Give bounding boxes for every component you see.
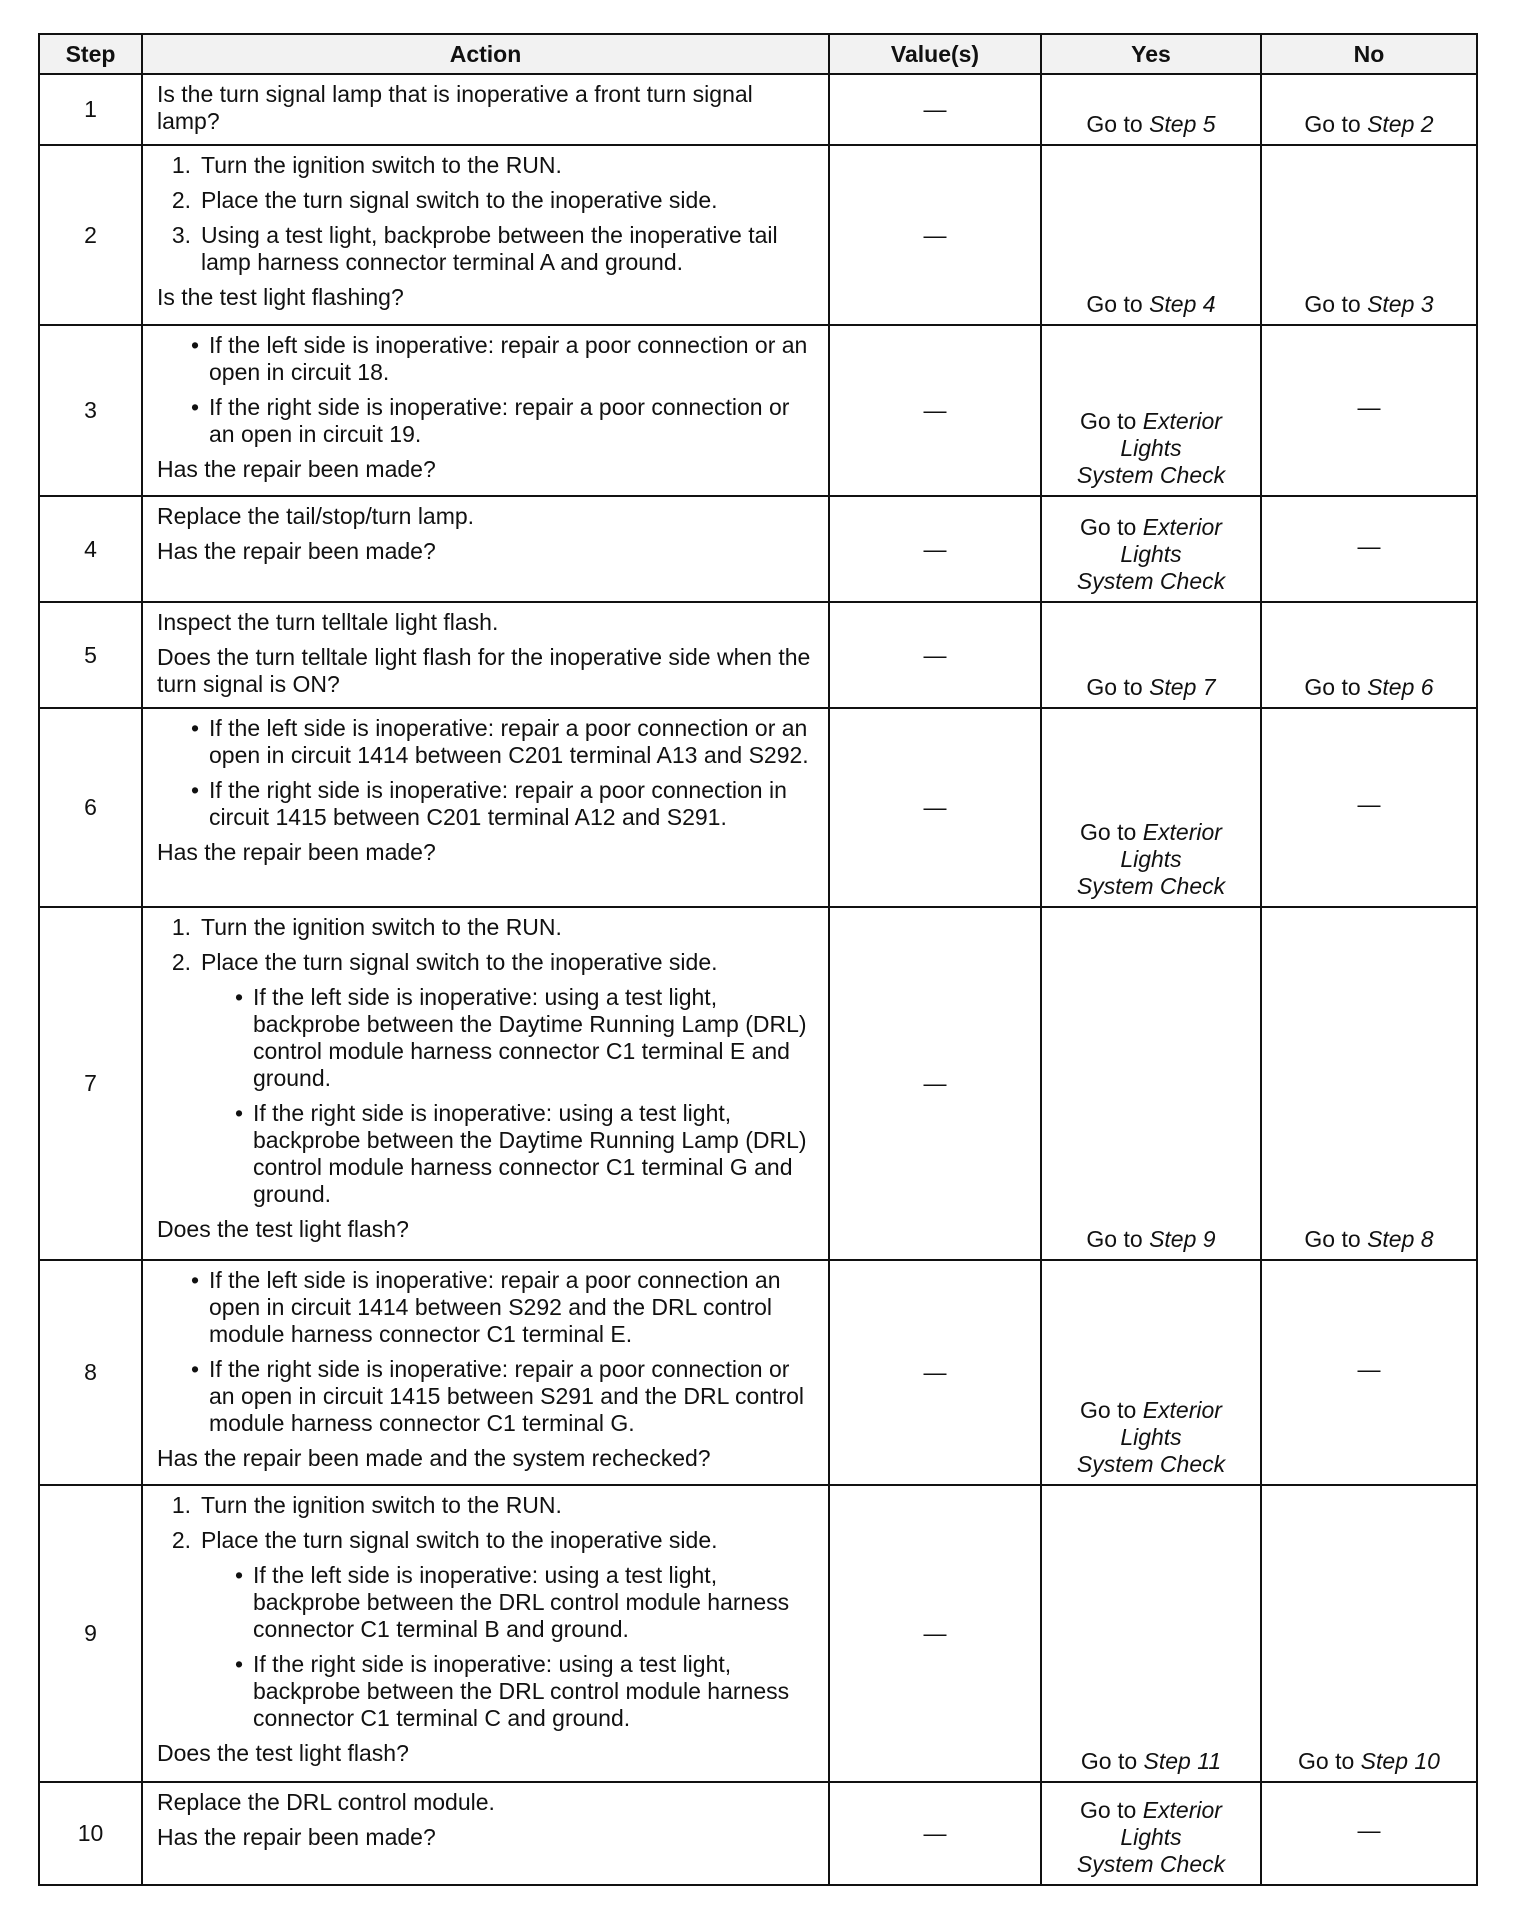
yes-cell xyxy=(1041,708,1261,907)
no-cell xyxy=(1261,325,1477,496)
goto-target: Lights xyxy=(1120,1824,1182,1850)
goto-target: Step 6 xyxy=(1367,674,1434,700)
goto-prefix: Go to xyxy=(1304,674,1368,700)
step-number: 8 xyxy=(39,1260,142,1485)
yes-goto xyxy=(1042,1397,1260,1478)
item-text: Turn the ignition switch to the RUN. xyxy=(201,1492,562,1518)
action-cell xyxy=(142,74,829,145)
goto-target: Exterior xyxy=(1142,819,1222,845)
step-number: 9 xyxy=(39,1485,142,1782)
goto-prefix: Go to xyxy=(1080,1397,1143,1423)
action-cell xyxy=(142,1260,829,1485)
yes-goto xyxy=(1042,111,1260,138)
goto-prefix: Go to xyxy=(1080,408,1143,434)
value-cell: — xyxy=(829,145,1041,325)
bullet-icon: • xyxy=(190,1267,199,1293)
item-text: Turn the ignition switch to the RUN. xyxy=(201,152,562,178)
action-cell xyxy=(142,907,829,1260)
no-goto xyxy=(1262,1748,1476,1775)
no-cell xyxy=(1261,496,1477,602)
bullet-text: If the left side is inoperative: using a test light, backprobe between the Daytime Running Lamp (DRL) control module harness connector C1 terminal E and ground. xyxy=(253,984,807,1091)
step-number: 3 xyxy=(39,325,142,496)
action-question: Is the test light flashing? xyxy=(157,284,404,310)
value-cell: — xyxy=(829,708,1041,907)
goto-line xyxy=(1042,1797,1260,1824)
yes-goto xyxy=(1042,291,1260,318)
item-text: Place the turn signal switch to the inoperative side. xyxy=(201,949,718,975)
bullet-icon: • xyxy=(190,715,199,741)
diagnostic-table xyxy=(38,33,1478,1886)
bullet-text: If the right side is inoperative: repair a poor connection or an open in circuit 1415 between S291 and the DRL control module harness connector C1 terminal G. xyxy=(209,1356,804,1436)
step-number: 6 xyxy=(39,708,142,907)
goto-target: Step 2 xyxy=(1367,111,1434,137)
value-cell: — xyxy=(829,74,1041,145)
no-goto xyxy=(1262,111,1476,138)
bullet-text: If the right side is inoperative: using a test light, backprobe between the Daytime Running Lamp (DRL) control module harness connector C1 terminal G and ground. xyxy=(253,1100,807,1207)
action-cell xyxy=(142,708,829,907)
action-line: Does the turn telltale light flash for the inoperative side when the turn signal is ON? xyxy=(157,644,811,697)
yes-goto xyxy=(1042,1226,1260,1253)
step-number: 4 xyxy=(39,496,142,602)
goto-prefix: Go to xyxy=(1304,111,1368,137)
action-question: Has the repair been made? xyxy=(157,839,436,865)
table-row xyxy=(39,708,1477,907)
item-number: 3. xyxy=(171,222,191,248)
table-row xyxy=(39,602,1477,708)
goto-line xyxy=(1042,514,1260,541)
no-goto xyxy=(1262,674,1476,701)
value-cell: — xyxy=(829,907,1041,1260)
value-cell: — xyxy=(829,325,1041,496)
goto-target: System Check xyxy=(1076,462,1226,488)
goto-prefix: Go to xyxy=(1086,111,1150,137)
goto-target: Step 7 xyxy=(1149,674,1216,700)
table-row xyxy=(39,74,1477,145)
yes-cell xyxy=(1041,325,1261,496)
header-values: Value(s) xyxy=(829,34,1041,74)
value-cell: — xyxy=(829,1485,1041,1782)
goto-target: Step 9 xyxy=(1149,1226,1216,1252)
item-number: 1. xyxy=(171,152,191,178)
action-cell xyxy=(142,1782,829,1885)
item-number: 1. xyxy=(171,914,191,940)
yes-goto xyxy=(1042,1797,1260,1878)
no-dash: — xyxy=(1357,532,1381,559)
sub-bullet-item xyxy=(157,1562,818,1643)
numbered-item xyxy=(157,1492,818,1519)
bullet-item xyxy=(157,1356,818,1437)
bullet-text: If the right side is inoperative: repair a poor connection or an open in circuit 19. xyxy=(209,394,790,447)
action-line: Inspect the turn telltale light flash. xyxy=(157,609,499,635)
no-goto xyxy=(1262,1226,1476,1253)
yes-cell xyxy=(1041,1485,1261,1782)
yes-cell xyxy=(1041,496,1261,602)
bullet-item xyxy=(157,777,818,831)
bullet-text: If the left side is inoperative: repair a poor connection an open in circuit 1414 between S292 and the DRL control module harness connector C1 terminal E. xyxy=(209,1267,781,1347)
item-number: 2. xyxy=(171,187,191,213)
yes-cell xyxy=(1041,74,1261,145)
no-dash: — xyxy=(1357,791,1381,817)
bullet-text: If the right side is inoperative: repair a poor connection in circuit 1415 between C201 terminal A12 and S291. xyxy=(209,777,787,830)
goto-line xyxy=(1042,1397,1260,1424)
header-action: Action xyxy=(142,34,829,74)
bullet-text: If the left side is inoperative: using a test light, backprobe between the DRL control module harness connector C1 terminal B and ground. xyxy=(253,1562,790,1642)
action-cell xyxy=(142,496,829,602)
bullet-icon: • xyxy=(234,1100,243,1126)
item-number: 2. xyxy=(171,1527,191,1553)
table-header-row xyxy=(39,34,1477,74)
goto-target: Lights xyxy=(1120,435,1182,461)
goto-target: Step 5 xyxy=(1149,111,1216,137)
no-cell xyxy=(1261,1260,1477,1485)
yes-goto xyxy=(1042,408,1260,489)
goto-prefix: Go to xyxy=(1080,1748,1144,1774)
yes-cell xyxy=(1041,907,1261,1260)
table-row xyxy=(39,496,1477,602)
action-cell xyxy=(142,325,829,496)
action-cell xyxy=(142,602,829,708)
bullet-item xyxy=(157,332,818,386)
no-dash: — xyxy=(1357,394,1381,420)
step-number: 1 xyxy=(39,74,142,145)
no-dash: — xyxy=(1357,1817,1381,1843)
goto-target: Step 3 xyxy=(1367,291,1434,317)
numbered-item xyxy=(157,152,818,179)
action-cell xyxy=(142,1485,829,1782)
goto-prefix: Go to xyxy=(1304,291,1368,317)
action-line: Replace the DRL control module. xyxy=(157,1789,495,1815)
numbered-item xyxy=(157,914,818,941)
bullet-text: If the right side is inoperative: using a test light, backprobe between the DRL control module harness connector C1 terminal C and ground. xyxy=(253,1651,790,1731)
goto-prefix: Go to xyxy=(1080,819,1143,845)
table-row xyxy=(39,1260,1477,1485)
goto-prefix: Go to xyxy=(1304,1226,1368,1252)
value-cell: — xyxy=(829,1260,1041,1485)
no-goto xyxy=(1262,291,1476,318)
no-cell xyxy=(1261,602,1477,708)
bullet-icon: • xyxy=(234,1562,243,1588)
bullet-icon: • xyxy=(190,777,199,803)
diagnostic-table-sheet xyxy=(38,33,1476,1886)
goto-target: Step 11 xyxy=(1143,1748,1222,1774)
bullet-icon: • xyxy=(190,1356,199,1382)
step-number: 2 xyxy=(39,145,142,325)
value-cell: — xyxy=(829,1782,1041,1885)
step-number: 10 xyxy=(39,1782,142,1885)
item-text: Place the turn signal switch to the inoperative side. xyxy=(201,187,718,213)
step-number: 7 xyxy=(39,907,142,1260)
sub-bullet-item xyxy=(157,1100,818,1208)
goto-target: Lights xyxy=(1120,1424,1182,1450)
table-row xyxy=(39,1782,1477,1885)
bullet-icon: • xyxy=(190,332,199,358)
bullet-text: If the left side is inoperative: repair a poor connection or an open in circuit 1414 between C201 terminal A13 and S292. xyxy=(209,715,809,768)
numbered-item xyxy=(157,949,818,976)
action-question: Has the repair been made? xyxy=(157,456,436,482)
numbered-item xyxy=(157,1527,818,1554)
action-line: Replace the tail/stop/turn lamp. xyxy=(157,503,475,529)
goto-target: System Check xyxy=(1076,1851,1226,1877)
table-row xyxy=(39,1485,1477,1782)
no-cell xyxy=(1261,74,1477,145)
goto-prefix: Go to xyxy=(1086,291,1150,317)
item-text: Using a test light, backprobe between the inoperative tail lamp harness connector terminal A and ground. xyxy=(201,222,778,275)
numbered-item xyxy=(157,187,818,214)
table-row xyxy=(39,145,1477,325)
goto-prefix: Go to xyxy=(1086,1226,1150,1252)
bullet-item xyxy=(157,715,818,769)
value-cell: — xyxy=(829,496,1041,602)
goto-target: System Check xyxy=(1076,1451,1226,1477)
goto-target: Exterior xyxy=(1142,514,1222,540)
item-number: 1. xyxy=(171,1492,191,1518)
yes-goto xyxy=(1042,674,1260,701)
yes-cell xyxy=(1041,145,1261,325)
numbered-item xyxy=(157,222,818,276)
header-yes: Yes xyxy=(1041,34,1261,74)
action-line: Has the repair been made? xyxy=(157,538,436,564)
bullet-icon: • xyxy=(234,984,243,1010)
goto-target: Lights xyxy=(1120,846,1182,872)
table-body xyxy=(39,74,1477,1885)
action-question: Has the repair been made and the system rechecked? xyxy=(157,1445,711,1471)
sub-bullet-item xyxy=(157,1651,818,1732)
goto-target: Lights xyxy=(1120,541,1182,567)
goto-target: Step 8 xyxy=(1367,1226,1434,1252)
action-question: Does the test light flash? xyxy=(157,1216,409,1242)
action-line: Has the repair been made? xyxy=(157,1824,436,1850)
bullet-item xyxy=(157,394,818,448)
yes-cell xyxy=(1041,1782,1261,1885)
action-line: Is the turn signal lamp that is inoperative a front turn signal lamp? xyxy=(157,81,753,134)
action-cell xyxy=(142,145,829,325)
yes-cell xyxy=(1041,602,1261,708)
bullet-item xyxy=(157,1267,818,1348)
yes-goto xyxy=(1042,819,1260,900)
goto-line xyxy=(1042,408,1260,435)
action-question: Does the test light flash? xyxy=(157,1740,409,1766)
bullet-icon: • xyxy=(190,394,199,420)
yes-goto xyxy=(1042,1748,1260,1775)
no-cell xyxy=(1261,907,1477,1260)
goto-line xyxy=(1042,819,1260,846)
goto-target: Step 4 xyxy=(1149,291,1216,317)
no-cell xyxy=(1261,1782,1477,1885)
item-number: 2. xyxy=(171,949,191,975)
header-step: Step xyxy=(39,34,142,74)
bullet-icon: • xyxy=(234,1651,243,1677)
no-dash: — xyxy=(1357,1356,1381,1382)
goto-target: System Check xyxy=(1076,568,1226,594)
goto-prefix: Go to xyxy=(1086,674,1150,700)
yes-goto xyxy=(1042,514,1260,595)
goto-target: Exterior xyxy=(1142,408,1222,434)
yes-cell xyxy=(1041,1260,1261,1485)
table-row xyxy=(39,907,1477,1260)
bullet-text: If the left side is inoperative: repair a poor connection or an open in circuit 18. xyxy=(209,332,808,385)
item-text: Place the turn signal switch to the inoperative side. xyxy=(201,1527,718,1553)
no-cell xyxy=(1261,1485,1477,1782)
goto-prefix: Go to xyxy=(1080,514,1143,540)
item-text: Turn the ignition switch to the RUN. xyxy=(201,914,562,940)
table-row xyxy=(39,325,1477,496)
goto-target: Exterior xyxy=(1142,1397,1222,1423)
goto-target: Step 10 xyxy=(1360,1748,1440,1774)
value-cell: — xyxy=(829,602,1041,708)
goto-prefix: Go to xyxy=(1298,1748,1361,1774)
goto-prefix: Go to xyxy=(1080,1797,1143,1823)
header-no: No xyxy=(1261,34,1477,74)
sub-bullet-item xyxy=(157,984,818,1092)
goto-target: System Check xyxy=(1076,873,1226,899)
step-number: 5 xyxy=(39,602,142,708)
goto-target: Exterior xyxy=(1142,1797,1222,1823)
no-cell xyxy=(1261,145,1477,325)
no-cell xyxy=(1261,708,1477,907)
